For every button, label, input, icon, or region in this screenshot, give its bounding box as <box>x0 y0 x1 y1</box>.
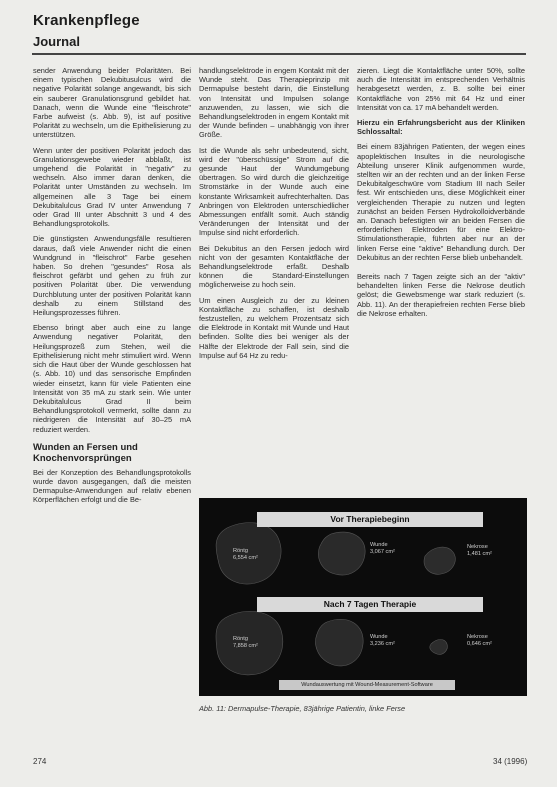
header-rule <box>32 53 526 55</box>
paragraph: Wenn unter der positiven Polarität jedoch das Granulationsgewebe wieder abblaßt, ist umgehend die Polarität in "negativ" zu wechseln. Also immer daran denken, die Polarität unter Umständen zu wechseln. Im allgemeinen alle 3 Tage bei einem Dekubitalulcus Grad IV unter Anwendung 7 oder Grad III unter Abschnitt 3 und 4 des Behandlungsprotokolls. <box>33 145 191 229</box>
wound-shape-wunde-after <box>316 619 364 666</box>
paragraph: Bei Dekubitus an den Fersen jedoch wird nicht von der gesamten Kontaktfläche der Behandlungselektrode erfaßt. Deshalb können die Standard-Einstellungen möglicherweise zu hoch sein. <box>199 243 349 290</box>
paragraph: handlungselektrode in engem Kontakt mit der Wunde steht. Das Therapieprinzip mit Dermapulse besteht darin, die Einstellung von Intensität und Impulsen solange anzuwenden, zu lassen, wie sich die Behandlungselektroden in engem Kontakt mit der Wunde befinden – unabhängig von ihrer Größe. <box>199 66 349 140</box>
paragraph: sender Anwendung beider Polaritäten. Bei einem typischen Dekubitusulcus wird die negative Polarität solange angewandt, bis sich ein sauberer Granulationsgrund gebildet hat. Danach, wenn die Wunde eine "fleischrote" Farbe aufweist (s. Abb. 9), ist auf positive Polarität zu wechseln, um die Epithelisierung zu unterstützen. <box>33 66 191 140</box>
section-heading: Wunden an Fersen und Knochenvorsprüngen <box>33 441 138 464</box>
label-roentgen-before: Röntg 6,554 cm² <box>233 548 258 561</box>
journal-title: Krankenpflege <box>33 12 140 29</box>
figure-footer: Wundauswertung mit Wound-Measurement-Software <box>279 680 455 690</box>
journal-subtitle: Journal <box>33 34 80 49</box>
paragraph: Bereits nach 7 Tagen zeigte sich an der "aktiv" behandelten linken Ferse die Nekrose deutlich gelöst; die Gewebsmenge war stark reduziert (s. Abb. 11). An der therapiefreien rechten Ferse blieb die Nekrose erhalten. <box>357 272 525 318</box>
paragraph: zieren. Liegt die Kontaktfläche unter 50%, sollte auch die Intensität im entsprechenden Verhältnis herabgesetzt werden, z. B. sollte bei einer Kontaktfläche von 25% mit 64 Hz und einer Intensität von ca. 17 mA behandelt werden. <box>357 66 525 112</box>
text-column-3 <box>357 66 525 324</box>
label-wunde-after: Wunde 3,236 cm² <box>370 634 395 647</box>
label-nekrose-after: Nekrose 0,646 cm² <box>467 634 492 647</box>
text-column-2 <box>199 66 349 366</box>
page-number-right: 34 (1996) <box>493 757 528 766</box>
paragraph: Hierzu ein Erfahrungsbericht aus der Kliniken Schlossaltal: <box>357 118 525 137</box>
wound-figure <box>199 498 527 696</box>
label-nekrose-before: Nekrose 1,481 cm² <box>467 544 492 557</box>
text-column-1 <box>33 66 191 511</box>
label-roentgen-after: Röntg 7,858 cm² <box>233 636 258 649</box>
paragraph: Ebenso bringt aber auch eine zu lange Anwendung negativer Polarität, den Heilungsprozeß zum Stehen, weil die Epithelisierung nicht mehr stimuliert wird. Wenn sich die Haut über der Wunde geschlossen hat (s. Abb. 10) und das sensorische Empfinden wieder einsetzt, kann für viele Patienten eine Intensität von 35 mA zu stark sein. Wie unter Dekubitalulcus Grad II beim Behandlungsprotokoll vermerkt, sollte dann zu niedrigeren die Intensität auf 30–25 mA reduziert werden. <box>33 323 191 434</box>
paragraph: Bei der Konzeption des Behandlungsprotokolls wurde davon ausgegangen, daß die meisten Dermapulse-Anwendungen auf relativ ebenen Körperflächen erfolgt und die Be- <box>33 467 191 505</box>
paragraph: Bei einem 83jährigen Patienten, der wegen eines apoplektischen Insultes in die neurologische Abteilung unserer Klinik aufgenommen wurde, stellten wir an der rechten und an der linken Ferse Dekubitalgeschwüre vom Stadium III nach Seiler fest. Wir entschieden uns, diese Möglichkeit einer vergleichenden Therapie zu nutzen und legten zunächst an beiden Fersen Hydrokolloidverbände an. Danach befestigten wir an beiden Fersen die erforderlichen Elektroden für eine Elektro-Stimulationstherapie, führten aber nur an der linken Ferse eine "aktive" Behandlung durch. Der Dekubitus an der rechten Ferse blieb unbehandelt. <box>357 142 525 262</box>
paragraph: Um einen Ausgleich zu der zu kleinen Kontaktfläche zu schaffen, ist deshalb festzustellen, zu welchem Prozentsatz sich die Elektrode in Kontakt mit Wunde und Haut befinden. Sollte dies bei weniger als der Hälfte der Elektrode der Fall sein, sind die Impulse auf 64 Hz zu redu- <box>199 295 349 360</box>
wound-shape-nekrose-before <box>424 547 455 574</box>
figure-caption: Abb. 11: Dermapulse-Therapie, 83jährige Patientin, linke Ferse <box>199 704 406 713</box>
page-number-left: 274 <box>33 757 47 766</box>
band-before-therapy: Vor Therapiebeginn <box>257 512 483 527</box>
paragraph: Die günstigsten Anwendungsfälle resultieren daraus, daß viele Anwender nicht die einen Wundgrund in "fleischrot" Farbe gesehen haben. So drehen "gesundes" Rosa als fleischrot gefärbt und gehen zu früh zur positiven Polarität über. Die verwendung Durchblutung unter der positiven Polarität kann deshalb zu einem Stillstand des Heilungsprozesses führen. <box>33 234 191 318</box>
wound-shape-nekrose-after <box>430 640 448 655</box>
wound-shape-wunde-before <box>318 532 365 575</box>
paragraph: Ist die Wunde als sehr unbedeutend, sicht, wird der "überschüssige" Strom auf die gesunde Haut der Wundumgebung übertragen. So wird durch die gleichzeitige Stromstärke in der Wunde auch eine konstante Wirksamkeit aufrechterhalten. Das Anbringen von Elektroden unterschiedlicher Abmessungen entfällt somit. Auch ständig Veränderungen der Intensität und der Impulse sind nicht erforderlich. <box>199 145 349 238</box>
label-wunde-before: Wunde 3,067 cm² <box>370 542 395 555</box>
band-after-therapy: Nach 7 Tagen Therapie <box>257 597 483 612</box>
